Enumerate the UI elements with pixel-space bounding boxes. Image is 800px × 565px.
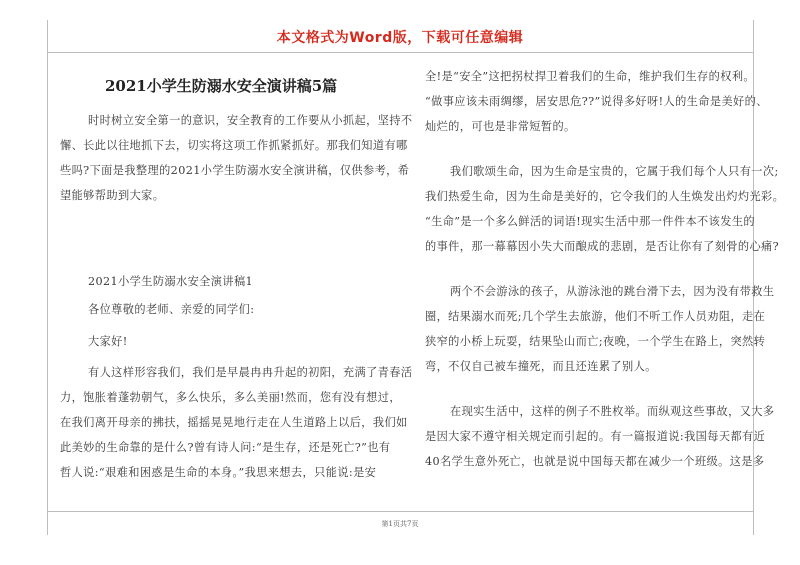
right-line: 灿烂的，可也是非常短暂的。: [425, 120, 576, 133]
greeting: 大家好!: [88, 335, 128, 348]
left-line: 时时树立安全第一的意识，安全教育的工作要从小抓起，坚持不: [88, 114, 413, 127]
document-title: 2021小学生防溺水安全演讲稿5篇: [105, 77, 338, 95]
left-line: 此美妙的生命靠的是什么?曾有诗人问:“是生存，还是死亡?”也有: [60, 441, 391, 454]
right-line: 的事件，那一幕幕因小失大而酿成的悲剧，是否让你有了刻骨的心痛?: [425, 240, 780, 253]
left-line: 懈、长此以往地抓下去，切实将这项工作抓紧抓好。那我们知道有哪: [60, 139, 408, 152]
right-line: 是因大家不遵守相关规定而引起的。有一篇报道说:我国每天都有近: [425, 430, 766, 443]
left-line: 望能够帮助到大家。: [60, 189, 165, 202]
section-heading: 2021小学生防溺水安全演讲稿1: [88, 275, 254, 288]
page-border-left: [47, 20, 48, 535]
right-line: 在现实生活中，这样的例子不胜枚举。而纵观这些事故，又大多: [450, 405, 775, 418]
right-line: 弯，不仅自己被车撞死，而且还连累了别人。: [425, 360, 657, 373]
page-border-top: [47, 52, 753, 53]
editable-format-banner: 本文格式为Word版，下载可任意编辑: [276, 30, 524, 46]
right-line: “做事应该未雨绸缪，居安思危??”说得多好呀!人的生命是美好的、: [425, 95, 768, 108]
right-line: 两个不会游泳的孩子，从游泳池的跳台滑下去，因为没有带救生: [450, 285, 775, 298]
right-line: 我们歌颂生命，因为生命是宝贵的，它属于我们每个人只有一次;: [450, 165, 779, 178]
right-line: 我们热爱生命，因为生命是美好的，它令我们的人生焕发出灼灼光彩。: [425, 190, 785, 203]
left-line: 些吗?下面是我整理的2021小学生防溺水安全演讲稿，仅供参考，希: [60, 164, 410, 177]
left-line: 力，饱胀着蓬勃朝气，多么快乐，多么美丽!然而，您有没有想过，: [60, 391, 401, 404]
right-line: 圈，结果溺水而死;几个学生去旅游，他们不听工作人员劝阻，走在: [425, 310, 766, 323]
left-line: 在我们离开母亲的拂扶，摇摇晃晃地行走在人生道路上以后，我们如: [60, 416, 408, 429]
right-line: 全!是“安全”这把拐杖捍卫着我们的生命，维护我们生存的权利。: [425, 70, 755, 83]
right-line: “生命”是一个多么鲜活的词语!现实生活中那一件件本不该发生的: [425, 215, 755, 228]
right-line: 40名学生意外死亡，也就是说中国每天都在减少一个班级。这是多: [425, 455, 765, 468]
salutation: 各位尊敬的老师、亲爱的同学们:: [88, 303, 255, 316]
page-number: 第1页共7页: [381, 520, 419, 528]
right-line: 狭窄的小桥上玩耍，结果坠山而亡;夜晚，一个学生在路上，突然转: [425, 335, 766, 348]
page-border-bottom: [47, 511, 753, 512]
left-line: 有人这样形容我们，我们是早晨冉冉升起的初阳，充满了青春活: [88, 366, 413, 379]
left-line: 哲人说:“艰难和困惑是生命的本身。”我思来想去，只能说:是安: [60, 466, 377, 479]
